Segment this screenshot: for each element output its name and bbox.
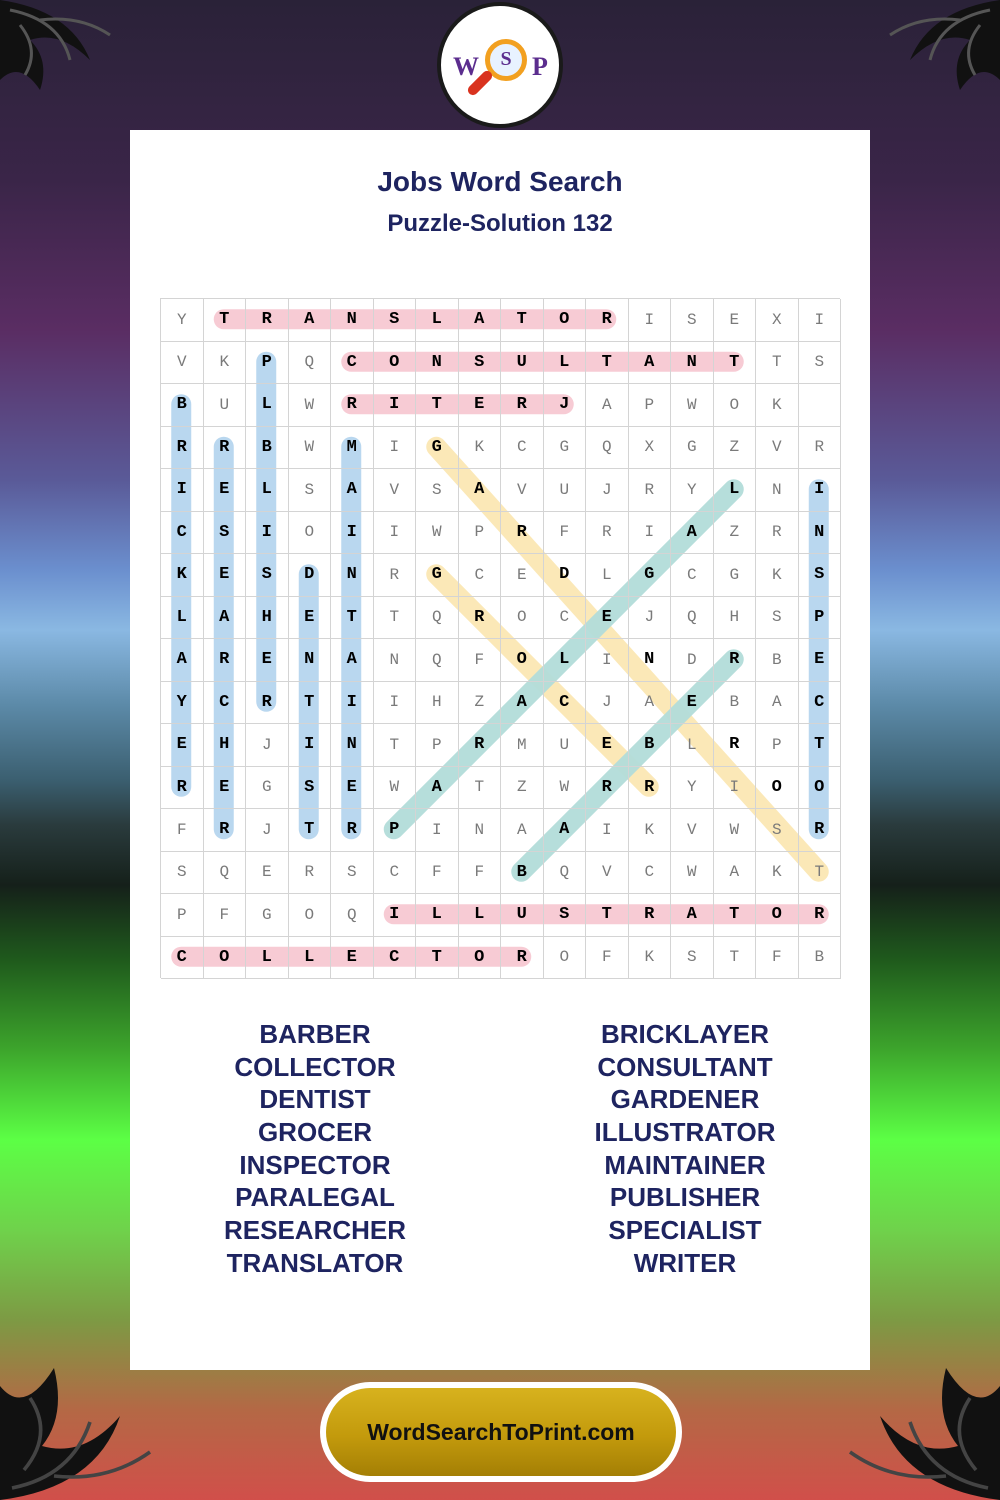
word-item: COLLECTOR (234, 1051, 396, 1082)
grid-cell: L (544, 639, 587, 682)
grid-cell: H (714, 597, 757, 640)
grid-cell: Z (714, 427, 757, 470)
grid-cell: S (756, 597, 799, 640)
grid-cell: T (416, 937, 459, 980)
word-list-right (500, 1018, 870, 1280)
grid-cell: S (671, 937, 714, 980)
grid-cell: C (331, 342, 374, 385)
grid-cell: E (331, 767, 374, 810)
grid-cell: A (459, 299, 502, 342)
grid-cell: W (671, 384, 714, 427)
grid-cell: A (544, 809, 587, 852)
grid-cell: N (799, 512, 842, 555)
grid-cell: O (289, 894, 332, 937)
grid-cell: J (246, 724, 289, 767)
grid-cell: C (161, 512, 204, 555)
grid-cell: T (714, 342, 757, 385)
wsp-logo (437, 2, 563, 128)
grid-cell: O (204, 937, 247, 980)
grid-cell: Y (671, 469, 714, 512)
grid-cell: Z (459, 682, 502, 725)
word-item: PARALEGAL (235, 1182, 395, 1213)
grid-cell: A (459, 469, 502, 512)
grid-cell: R (714, 724, 757, 767)
grid-cell: A (331, 469, 374, 512)
grid-cell: I (374, 384, 417, 427)
grid-cell: L (544, 342, 587, 385)
grid-cell: F (459, 852, 502, 895)
grid-cell: I (714, 767, 757, 810)
grid-cell: I (289, 724, 332, 767)
grid-cell: P (629, 384, 672, 427)
grid-cell: T (586, 894, 629, 937)
grid-cell: N (671, 342, 714, 385)
grid-cell: E (501, 554, 544, 597)
grid-cell: R (799, 894, 842, 937)
grid-cell: O (714, 384, 757, 427)
grid-cell: G (671, 427, 714, 470)
grid-cell: C (544, 597, 587, 640)
grid-cell: G (416, 554, 459, 597)
grid-cell: E (799, 639, 842, 682)
grid-cell: Q (586, 427, 629, 470)
grid-cell: P (756, 724, 799, 767)
grid-cell: Z (714, 512, 757, 555)
grid-cell: R (331, 809, 374, 852)
grid-cell: R (756, 512, 799, 555)
grid-cell: A (161, 639, 204, 682)
grid-cell: R (204, 639, 247, 682)
grid-cell: Q (416, 639, 459, 682)
grid-cell: R (204, 809, 247, 852)
grid-cell: J (586, 682, 629, 725)
grid-cell: Z (501, 767, 544, 810)
grid-cell: T (331, 597, 374, 640)
grid-cell: R (501, 512, 544, 555)
grid-cell: I (586, 639, 629, 682)
grid-cell: L (246, 937, 289, 980)
grid-cell: A (331, 639, 374, 682)
grid-cell: O (756, 894, 799, 937)
grid-cell: P (416, 724, 459, 767)
grid-cell: S (799, 554, 842, 597)
grid-cell: V (374, 469, 417, 512)
grid-cell: N (459, 809, 502, 852)
grid-cell: H (416, 682, 459, 725)
grid-cell: K (459, 427, 502, 470)
grid-cell: T (714, 894, 757, 937)
grid-cell: A (416, 767, 459, 810)
grid-cell: T (799, 724, 842, 767)
grid-cell: K (756, 852, 799, 895)
grid-cell: T (374, 724, 417, 767)
grid-cell: I (586, 809, 629, 852)
grid-cell: Q (544, 852, 587, 895)
grid-cell: L (289, 937, 332, 980)
grid-cell: F (544, 512, 587, 555)
grid-cell: U (544, 469, 587, 512)
word-item: ILLUSTRATOR (594, 1117, 776, 1148)
grid-cell: O (374, 342, 417, 385)
grid-cell: O (289, 512, 332, 555)
grid-cell: A (586, 384, 629, 427)
grid-cell: K (629, 937, 672, 980)
grid-cell: M (331, 427, 374, 470)
grid-cell: K (161, 554, 204, 597)
word-item: TRANSLATOR (226, 1247, 404, 1278)
grid-cell: L (246, 469, 289, 512)
grid-cell: K (629, 809, 672, 852)
grid-cell: F (204, 894, 247, 937)
grid-cell: R (331, 384, 374, 427)
grid-cell: G (544, 427, 587, 470)
grid-cell: F (459, 639, 502, 682)
grid-cell: E (204, 469, 247, 512)
grid-cell: D (544, 554, 587, 597)
grid-cell: C (374, 937, 417, 980)
grid-cell: A (671, 894, 714, 937)
grid-cell: K (204, 342, 247, 385)
grid-cell: I (799, 469, 842, 512)
grid-cell: P (459, 512, 502, 555)
grid-cell: S (799, 342, 842, 385)
grid-cell: A (501, 682, 544, 725)
grid-cell: W (714, 809, 757, 852)
grid-cell: A (289, 299, 332, 342)
word-item: PUBLISHER (609, 1182, 761, 1213)
grid-cell: B (629, 724, 672, 767)
grid-cell: G (714, 554, 757, 597)
grid-cell: T (204, 299, 247, 342)
grid-cell: L (246, 384, 289, 427)
grid-cell: T (289, 809, 332, 852)
grid-cell: G (246, 767, 289, 810)
page-subtitle: Puzzle-Solution 132 (387, 210, 613, 237)
grid-cell: S (289, 767, 332, 810)
grid-cell: R (586, 512, 629, 555)
grid-cell: S (161, 852, 204, 895)
grid-cell: C (629, 852, 672, 895)
grid-cell: L (416, 894, 459, 937)
grid-cell: T (799, 852, 842, 895)
word-item: RESEARCHER (223, 1215, 407, 1246)
word-item: GROCER (257, 1117, 373, 1148)
grid-cell: E (331, 937, 374, 980)
grid-cell: P (799, 597, 842, 640)
grid-cell: U (544, 724, 587, 767)
grid-cell: B (756, 639, 799, 682)
grid-cell: R (459, 724, 502, 767)
grid-cell: Y (161, 682, 204, 725)
grid-cell: L (671, 724, 714, 767)
grid-cell: W (374, 767, 417, 810)
word-item: BARBER (259, 1019, 371, 1049)
grid-cell: I (374, 427, 417, 470)
word-list-left (130, 1018, 500, 1280)
grid-cell: S (756, 809, 799, 852)
word-item: SPECIALIST (608, 1215, 762, 1246)
grid-cell: P (161, 894, 204, 937)
grid-cell: E (246, 639, 289, 682)
grid-cell: A (204, 597, 247, 640)
grid-cell: F (756, 937, 799, 980)
grid-cell: R (374, 554, 417, 597)
grid-cell: R (501, 937, 544, 980)
grid-cell: L (416, 299, 459, 342)
grid-cell: W (289, 384, 332, 427)
ornament-top-left (0, 0, 150, 150)
grid-cell: B (799, 937, 842, 980)
grid-cell (799, 384, 842, 427)
grid-cell: E (246, 852, 289, 895)
ornament-top-right (850, 0, 1000, 150)
grid-cell: G (629, 554, 672, 597)
grid-cell: D (671, 639, 714, 682)
puzzle-panel (130, 130, 870, 1370)
grid-cell: G (416, 427, 459, 470)
grid-cell: A (629, 682, 672, 725)
grid-cell: I (374, 682, 417, 725)
grid-cell: D (289, 554, 332, 597)
grid-cell: I (629, 512, 672, 555)
grid-cell: C (544, 682, 587, 725)
grid-cell: U (204, 384, 247, 427)
grid-cell: U (501, 894, 544, 937)
grid-cell: O (799, 767, 842, 810)
grid-cell: Q (671, 597, 714, 640)
grid-cell: I (161, 469, 204, 512)
grid-cell: O (544, 299, 587, 342)
grid-cell: X (629, 427, 672, 470)
grid-cell: N (374, 639, 417, 682)
grid-cell: W (671, 852, 714, 895)
grid-cell: F (416, 852, 459, 895)
grid-cell: R (246, 299, 289, 342)
grid-cell: K (756, 554, 799, 597)
grid-cell: R (629, 894, 672, 937)
grid-cell: C (161, 937, 204, 980)
grid-cell: M (501, 724, 544, 767)
grid-cell: S (374, 299, 417, 342)
grid-cell: N (289, 639, 332, 682)
grid-cell: A (756, 682, 799, 725)
grid-cell: W (289, 427, 332, 470)
grid-cell: R (714, 639, 757, 682)
grid-cell: J (246, 809, 289, 852)
grid-cell: O (501, 639, 544, 682)
grid-cell: R (586, 299, 629, 342)
grid-cell: E (459, 384, 502, 427)
word-item: MAINTAINER (604, 1149, 766, 1180)
grid-cell: T (416, 384, 459, 427)
grid-cell: Q (416, 597, 459, 640)
grid-cell: Y (161, 299, 204, 342)
grid-cell: X (756, 299, 799, 342)
grid-cell: R (289, 852, 332, 895)
grid-cell: J (544, 384, 587, 427)
grid-cell: R (501, 384, 544, 427)
grid-cell: I (374, 512, 417, 555)
logo-letter-s: S (500, 48, 512, 70)
grid-cell: F (161, 809, 204, 852)
grid-cell: A (629, 342, 672, 385)
grid-cell: V (161, 342, 204, 385)
grid-cell: C (459, 554, 502, 597)
grid-cell: B (501, 852, 544, 895)
word-item: BRICKLAYER (600, 1019, 770, 1049)
grid-cell: H (204, 724, 247, 767)
grid-cell: R (161, 427, 204, 470)
grid-cell: I (331, 512, 374, 555)
grid-cell: T (501, 299, 544, 342)
grid-cell: R (586, 767, 629, 810)
grid-cell: W (544, 767, 587, 810)
grid-cell: A (501, 809, 544, 852)
word-item: GARDENER (610, 1084, 760, 1115)
grid-cell: T (714, 937, 757, 980)
grid-cell: R (246, 682, 289, 725)
grid-cell: S (246, 554, 289, 597)
grid-cell: S (289, 469, 332, 512)
grid-cell: V (586, 852, 629, 895)
grid-cell: Q (289, 342, 332, 385)
grid-cell: R (161, 767, 204, 810)
letter-cells (160, 298, 840, 978)
grid-cell: E (586, 724, 629, 767)
grid-cell: A (714, 852, 757, 895)
word-item: DENTIST (259, 1084, 371, 1115)
logo-letter-w: W (453, 52, 479, 81)
grid-cell: T (374, 597, 417, 640)
grid-cell: B (161, 384, 204, 427)
grid-cell: O (544, 937, 587, 980)
grid-cell: B (246, 427, 289, 470)
page-title: Jobs Word Search (377, 166, 623, 197)
grid-cell: K (756, 384, 799, 427)
grid-cell: R (204, 427, 247, 470)
grid-cell: E (204, 554, 247, 597)
grid-cell: I (416, 809, 459, 852)
grid-cell: R (629, 767, 672, 810)
grid-cell: P (374, 809, 417, 852)
grid-cell: L (161, 597, 204, 640)
grid-cell: C (501, 427, 544, 470)
grid-cell: J (586, 469, 629, 512)
grid-cell: G (246, 894, 289, 937)
site-link-label: WordSearchToPrint.com (326, 1388, 676, 1476)
grid-cell: C (671, 554, 714, 597)
grid-cell: C (374, 852, 417, 895)
grid-cell: E (714, 299, 757, 342)
logo-letter-p: P (532, 52, 548, 81)
grid-cell: Q (204, 852, 247, 895)
grid-cell: C (204, 682, 247, 725)
grid-cell: I (799, 299, 842, 342)
grid-cell: T (289, 682, 332, 725)
grid-cell: V (501, 469, 544, 512)
grid-cell: J (629, 597, 672, 640)
grid-cell: R (459, 597, 502, 640)
word-item: CONSULTANT (597, 1051, 773, 1082)
grid-cell: S (416, 469, 459, 512)
grid-cell: O (756, 767, 799, 810)
grid-cell: N (416, 342, 459, 385)
grid-cell: E (671, 682, 714, 725)
word-item: INSPECTOR (239, 1149, 391, 1180)
grid-cell: R (799, 427, 842, 470)
grid-cell: B (714, 682, 757, 725)
grid-cell: L (714, 469, 757, 512)
site-link[interactable] (320, 1382, 682, 1482)
grid-cell: S (544, 894, 587, 937)
grid-cell: N (331, 299, 374, 342)
grid-cell: N (331, 724, 374, 767)
grid-cell: N (629, 639, 672, 682)
grid-cell: T (459, 767, 502, 810)
grid-cell: R (799, 809, 842, 852)
grid-cell: R (629, 469, 672, 512)
grid-cell: C (799, 682, 842, 725)
grid-cell: P (246, 342, 289, 385)
grid-cell: O (501, 597, 544, 640)
grid-cell: S (671, 299, 714, 342)
grid-cell: I (629, 299, 672, 342)
word-item: WRITER (633, 1247, 737, 1278)
grid-cell: V (756, 427, 799, 470)
grid-cell: A (671, 512, 714, 555)
grid-cell: E (204, 767, 247, 810)
grid-cell: E (161, 724, 204, 767)
grid-cell: S (459, 342, 502, 385)
grid-cell: T (756, 342, 799, 385)
grid-cell: W (416, 512, 459, 555)
grid-cell: F (586, 937, 629, 980)
grid-cell: I (331, 682, 374, 725)
grid-cell: Q (331, 894, 374, 937)
grid-cell: O (459, 937, 502, 980)
grid-cell: V (671, 809, 714, 852)
grid-cell: L (459, 894, 502, 937)
grid-cell: E (586, 597, 629, 640)
word-grid (160, 298, 840, 978)
grid-cell: U (501, 342, 544, 385)
grid-cell: I (374, 894, 417, 937)
grid-cell: S (331, 852, 374, 895)
grid-cell: N (756, 469, 799, 512)
grid-cell: I (246, 512, 289, 555)
grid-cell: H (246, 597, 289, 640)
grid-cell: T (586, 342, 629, 385)
grid-cell: E (289, 597, 332, 640)
grid-cell: L (586, 554, 629, 597)
grid-cell: S (204, 512, 247, 555)
grid-cell: N (331, 554, 374, 597)
grid-cell: Y (671, 767, 714, 810)
